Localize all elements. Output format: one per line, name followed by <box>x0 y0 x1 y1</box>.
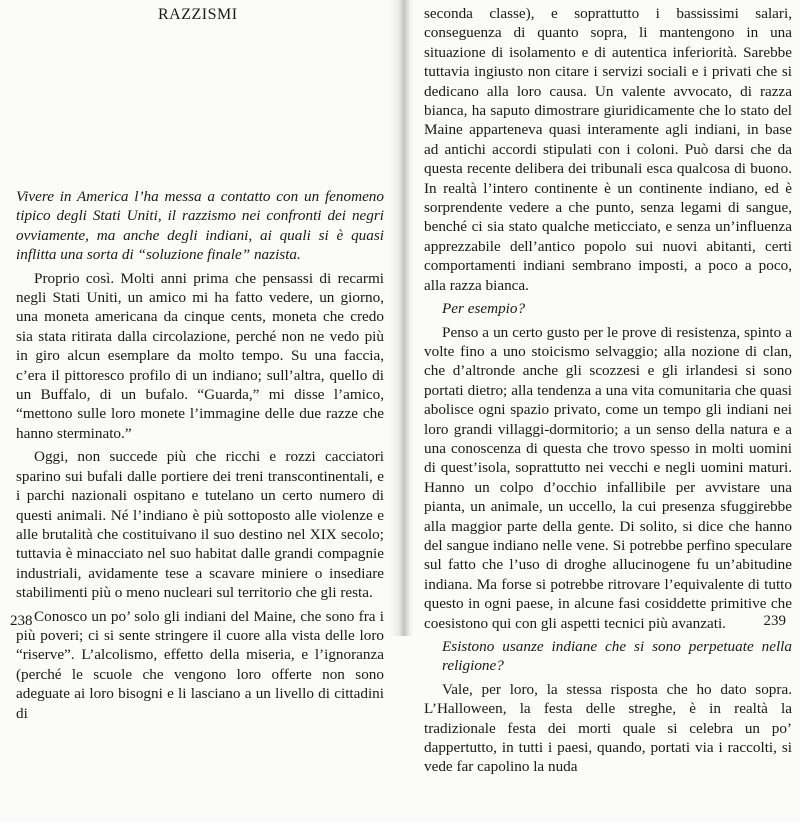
page-number-left: 238 <box>10 613 33 629</box>
interview-question: Per esempio? <box>442 300 526 318</box>
page-number-right: 239 <box>763 613 786 629</box>
answer-paragraph: Vale, per loro, la stessa risposta che ho dato sopra. L’Halloween, la festa delle streghe, è in realtà la tradizionale festa dei morti quale si celebra un po’ dappertutto, in tutti i paesi, quando, portati via i raccolti, si vede far capolino la nuda <box>424 680 792 776</box>
book-gutter <box>388 0 414 636</box>
running-head: RAZZISMI <box>158 6 238 23</box>
left-page-body <box>16 187 384 823</box>
answer-paragraph: Oggi, non succede più che ricchi e rozzi cacciatori sparino sui bufali dalle portiere dei treni transcontinentali, e i parchi nazionali ospitano e tutelano un certo numero di questi animali. Né l’indiano è più sottoposto alle violenze e alle brutalità che costituivano il suo destino nel XIX secolo; tuttavia è minacciato nel suo habitat dalle grandi compagnie industriali, avidamente tese a scavare miniere o insediare stabilimenti più o meno nucleari sul territorio che gli resta. <box>16 448 384 602</box>
answer-paragraph: Conosco un po’ solo gli indiani del Maine, che sono fra i più poveri; ci si sente stringere il cuore alla vista delle loro “riserve”. L’alcolismo, effetto della miseria, e l’ignoranza (perché le scuole che vengono loro offerte non sono adeguate ai loro bisogni e li lasciano a un livello di cittadini di <box>16 607 384 722</box>
interview-question: Vivere in America l’ha messa a contatto con un fenomeno tipico degli Stati Uniti, il razzismo nei confronti dei negri ovviamente, ma anche degli indiani, ai quali si è quasi inflitta una sorta di “soluzione finale” nazista. <box>16 188 384 264</box>
interview-question: Esistono usanze indiane che si sono perpetuate nella religione? <box>442 638 792 675</box>
answer-paragraph: Proprio così. Molti anni prima che pensassi di recarmi negli Stati Uniti, un amico mi ha fatto vedere, un giorno, una moneta americana da cinque cents, moneta che credo sia stata ritirata dalla circolazione, perché non ne vedo più in giro alcun esemplare da molto tempo. Su una faccia, c’era il pittoresco profilo di un indiano; sull’altra, quello di un Buffalo, di un bufalo. “Guarda,” mi disse l’amico, “mettono sulle loro monete l’immagine delle due razze che hanno sterminato.” <box>16 269 384 442</box>
answer-paragraph: Penso a un certo gusto per le prove di resistenza, spinto a volte fino a uno stoicismo selvaggio; alla nozione di clan, che d’altronde anche gli scozzesi e gli irlandesi si sono portati dietro; alla tendenza a una vita comunitaria che quasi abolisce ogni spazio privato, come un tempo gli indiani nei loro grandi villaggi-dormitorio; a un senso della natura e a una conoscenza di questa che trovo spesso in molti uomini di quest’isola, soprattutto nei vecchi e negli uomini maturi. Hanno un colpo d’occhio infallibile per avvistare una pianta, un animale, un uccello, la cui presenza sfuggirebbe alla maggior parte della gente. Di solito, si dice che hanno del sangue indiano nelle vene. Si potrebbe perfino speculare sul fatto che l’uso di droghe allucinogene fu un’abitudine indiana. Ma forse si potrebbe ritrovare l’equivalente di tutto questo in ogni paese, in alcune fasi cosiddette primitive che coesistono qui con gli aspetti tecnici più avanzati. <box>424 323 792 632</box>
answer-paragraph: seconda classe), e soprattutto i bassissimi salari, conseguenza di quanto sopra, li mantengono in una situazione di isolamento e di autentica inferiorità. Sarebbe tuttavia ingiusto non citare i servizi sociali e i privati che si dedicano alla loro causa. Un valente avvocato, di razza bianca, ha saputo dimostrare giuridicamente che lo stato del Maine apparteneva quasi interamente agli indiani, in base ad antichi accordi stipulati con i coloni. Può darsi che da questa recente delibera dei tribunali esca qualcosa di buono. In realtà l’intero continente è un continente indiano, ed è sorprendente vedere a che punto, senza legami di sangue, benché ci sia stato qualche meticciato, e senza un’influenza apprezzabile dell’antico popolo sui nuovi abitanti, certi comportamenti indiani sembrano imposti, a poco a poco, alla razza bianca. <box>424 5 792 294</box>
right-page-body <box>424 4 792 776</box>
